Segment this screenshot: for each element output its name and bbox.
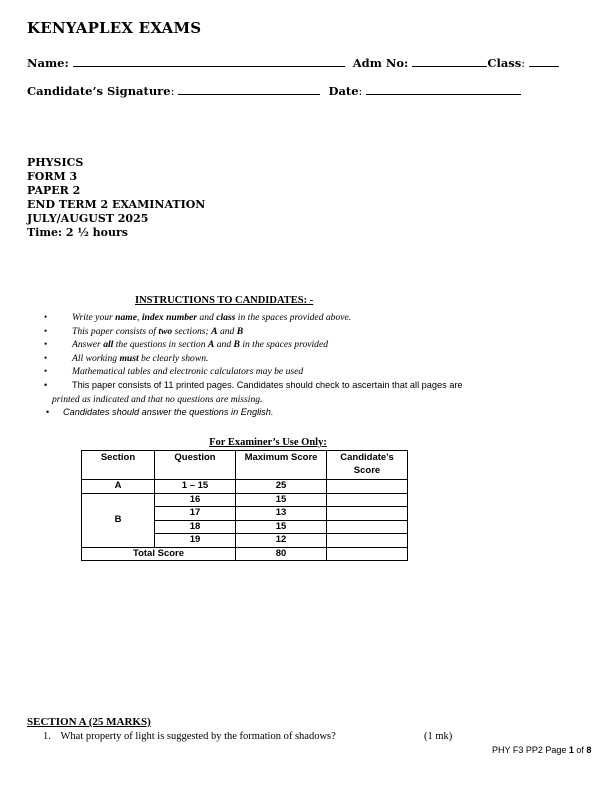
bullet: • bbox=[44, 339, 48, 350]
bullet: • bbox=[44, 325, 48, 336]
question-cell: 1 – 15 bbox=[155, 480, 236, 494]
question-cell: 19 bbox=[155, 534, 236, 548]
total-candidate-score[interactable] bbox=[327, 547, 408, 561]
candidate-score-cell[interactable] bbox=[327, 520, 408, 534]
question-1-marks: (1 mk) bbox=[424, 731, 453, 742]
question-cell: 16 bbox=[155, 493, 236, 507]
instructions-list bbox=[44, 311, 564, 420]
examiner-score-table bbox=[81, 450, 408, 561]
section-a-heading: SECTION A (25 MARKS) bbox=[27, 716, 151, 728]
name-field[interactable] bbox=[73, 56, 345, 67]
table-header: Maximum Score bbox=[236, 451, 327, 480]
date-colon: : bbox=[358, 84, 363, 98]
signature-colon: : bbox=[170, 84, 175, 98]
candidate-score-cell[interactable] bbox=[327, 534, 408, 548]
form-level: FORM 3 bbox=[27, 170, 78, 183]
max-score-cell: 12 bbox=[236, 534, 327, 548]
paper-number: PAPER 2 bbox=[27, 184, 81, 197]
table-header: Question bbox=[155, 451, 236, 480]
footer-of: of bbox=[573, 745, 587, 755]
total-label: Total Score bbox=[82, 547, 236, 561]
max-score-cell: 15 bbox=[236, 493, 327, 507]
class-label: Class bbox=[487, 56, 522, 70]
date-field[interactable] bbox=[366, 84, 521, 95]
candidate-score-cell[interactable] bbox=[327, 480, 408, 494]
footer-total: 8 bbox=[586, 745, 592, 755]
section-cell: A bbox=[82, 480, 155, 494]
total-max-score: 80 bbox=[236, 547, 327, 561]
paper-details bbox=[27, 156, 205, 240]
candidate-score-cell[interactable] bbox=[327, 493, 408, 507]
table-row bbox=[82, 493, 408, 507]
examiner-table-heading: For Examiner’s Use Only: bbox=[209, 437, 327, 448]
adm-label: Adm No: bbox=[352, 56, 409, 70]
class-field[interactable] bbox=[529, 56, 559, 67]
name-adm-class-row bbox=[27, 56, 559, 70]
max-score-cell: 15 bbox=[236, 520, 327, 534]
total-row bbox=[82, 547, 408, 561]
instruction-item: • Mathematical tables and electronic calculators may be used bbox=[44, 366, 304, 378]
instruction-item: • This paper consists of two sections; A and B bbox=[44, 325, 244, 337]
instruction-item: • All working must be clearly shown. bbox=[44, 352, 209, 364]
adm-field[interactable] bbox=[412, 56, 487, 67]
bullet: • bbox=[44, 379, 48, 390]
signature-label: Candidate’s Signature bbox=[27, 84, 171, 98]
section-cell: B bbox=[82, 493, 155, 547]
bullet: • bbox=[44, 312, 48, 322]
name-label: Name: bbox=[27, 56, 69, 70]
signature-date-row bbox=[27, 84, 521, 98]
question-cell: 17 bbox=[155, 507, 236, 521]
signature-field[interactable] bbox=[178, 84, 320, 95]
class-colon: : bbox=[521, 56, 526, 70]
instruction-item: • Answer all the questions in section A and B in the spaces provided bbox=[44, 339, 329, 351]
page-footer bbox=[492, 745, 591, 755]
exam-title: KENYAPLEX EXAMS bbox=[27, 19, 202, 37]
table-header: Section bbox=[82, 451, 155, 480]
question-number: 1. bbox=[43, 731, 51, 742]
question-cell: 18 bbox=[155, 520, 236, 534]
exam-period: JULY/AUGUST 2025 bbox=[27, 212, 149, 225]
instruction-item: • Candidates should answer the questions in English. bbox=[44, 406, 564, 420]
footer-page: 1 bbox=[568, 745, 574, 755]
subject: PHYSICS bbox=[27, 156, 84, 169]
table-row bbox=[82, 480, 408, 494]
footer-prefix: PHY F3 PP2 Page bbox=[492, 745, 569, 755]
question-1 bbox=[43, 731, 336, 742]
exam-name: END TERM 2 EXAMINATION bbox=[27, 198, 206, 211]
bullet: • bbox=[44, 352, 48, 363]
date-label: Date bbox=[328, 84, 359, 98]
instruction-item: • This paper consists of 11 printed pages. Candidates should check to ascertain that all pages are printed as indicated and that no questions are missing. bbox=[44, 379, 463, 405]
exam-duration: Time: 2 ½ hours bbox=[27, 226, 128, 239]
bullet: • bbox=[44, 366, 48, 377]
max-score-cell: 25 bbox=[236, 480, 327, 494]
question-text: What property of light is suggested by the formation of shadows? bbox=[60, 731, 336, 742]
candidate-score-cell[interactable] bbox=[327, 507, 408, 521]
max-score-cell: 13 bbox=[236, 507, 327, 521]
instruction-item: • Write your name, index number and class in the spaces provided above. bbox=[44, 312, 352, 323]
bullet: • bbox=[46, 407, 50, 418]
instructions-heading: INSTRUCTIONS TO CANDIDATES: - bbox=[135, 295, 314, 306]
table-header: Candidate’s Score bbox=[327, 451, 408, 480]
